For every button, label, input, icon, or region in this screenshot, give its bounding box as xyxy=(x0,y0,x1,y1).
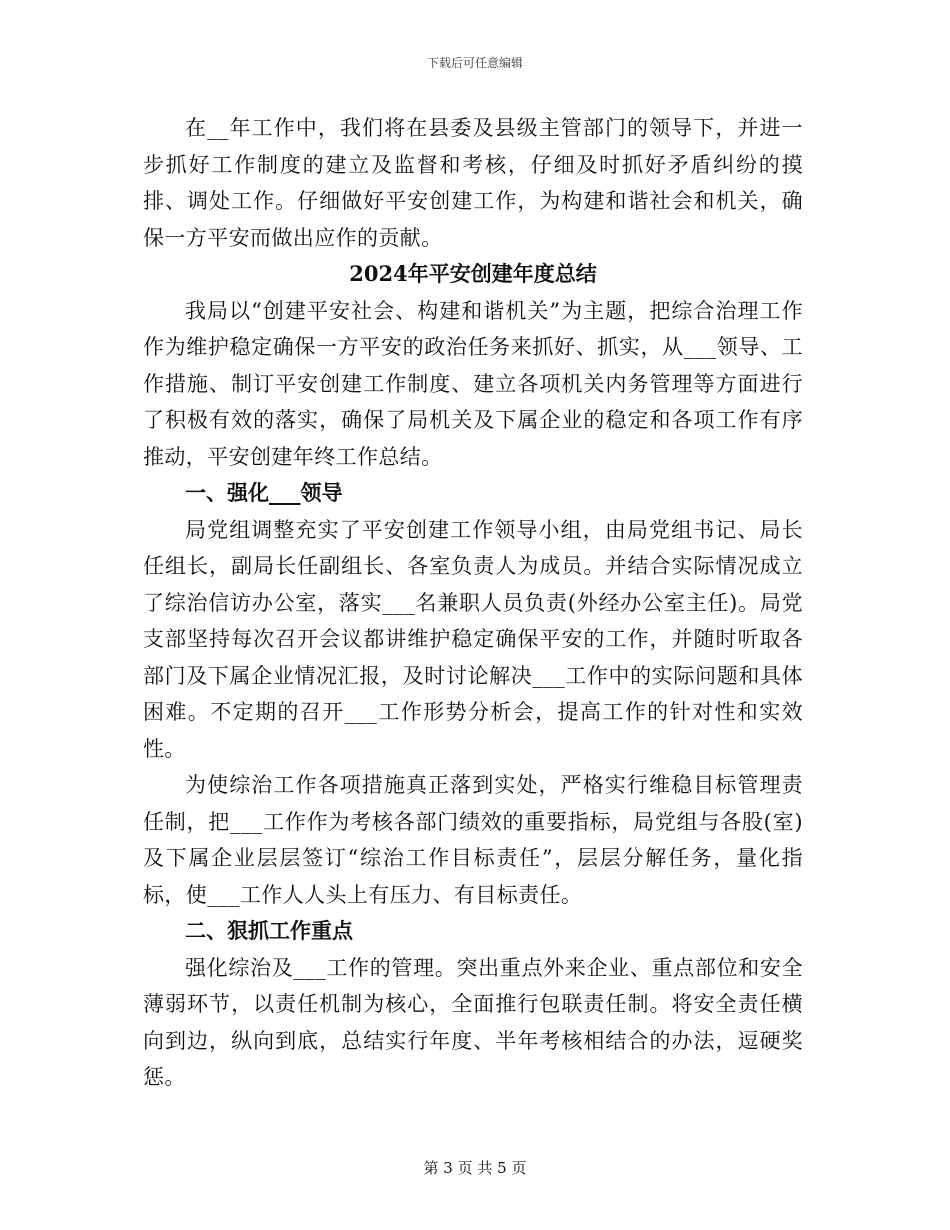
section-heading-1: 一、强化___领导 xyxy=(185,480,343,505)
page-number: 第 3 页 共 5 页 xyxy=(423,1159,527,1177)
paragraph-summary: 我局以“创建平安社会、构建和谐机关”为主题，把综合治理工作作为维护稳定确保一方平安的政治任务来抓好、抓实，从___领导、工作措施、制订平安创建工作制度、建立各项机关内务管理等方面进行了积极有效的落实，确保了局机关及下属企业的稳定和各项工作有序推动，平安创建年终工作总结。 xyxy=(143,298,803,469)
paragraph-intro: 在__年工作中，我们将在县委及县级主管部门的领导下，并进一步抓好工作制度的建立及监督和考核，仔细及时抓好矛盾纠纷的摸排、调处工作。仔细做好平安创建工作，为构建和谐社会和机关，确保一方平安而做出应作的贡献。 xyxy=(143,116,803,250)
document-title: 2024年平安创建年度总结 xyxy=(349,261,597,286)
document-body xyxy=(143,110,803,1096)
header-note: 下载后可任意编辑 xyxy=(426,56,523,70)
paragraph-responsibility: 为使综治工作各项措施真正落到实处，严格实行维稳目标管理责任制，把___工作作为考核各部门绩效的重要指标，局党组与各股(室)及下属企业层层签订“综治工作目标责任”，层层分解任务，量化指标，使___工作人人头上有压力、有目标责任。 xyxy=(143,773,803,907)
section-heading-2: 二、狠抓工作重点 xyxy=(185,918,353,943)
paragraph-leadership: 局党组调整充实了平安创建工作领导小组，由局党组书记、局长任组长，副局长任副组长、各室负责人为成员。并结合实际情况成立了综治信访办公室，落实___名兼职人员负责(外经办公室主任)。局党支部坚持每次召开会议都讲维护稳定确保平安的工作，并随时听取各部门及下属企业情况汇报，及时讨论解决___工作中的实际问题和具体困难。不定期的召开___工作形势分析会，提高工作的针对性和实效性。 xyxy=(143,517,803,761)
paragraph-key-work: 强化综治及___工作的管理。突出重点外来企业、重点部位和安全薄弱环节，以责任机制为核心，全面推行包联责任制。将安全责任横向到边，纵向到底，总结实行年度、半年考核相结合的办法，逗硬奖惩。 xyxy=(143,955,803,1089)
